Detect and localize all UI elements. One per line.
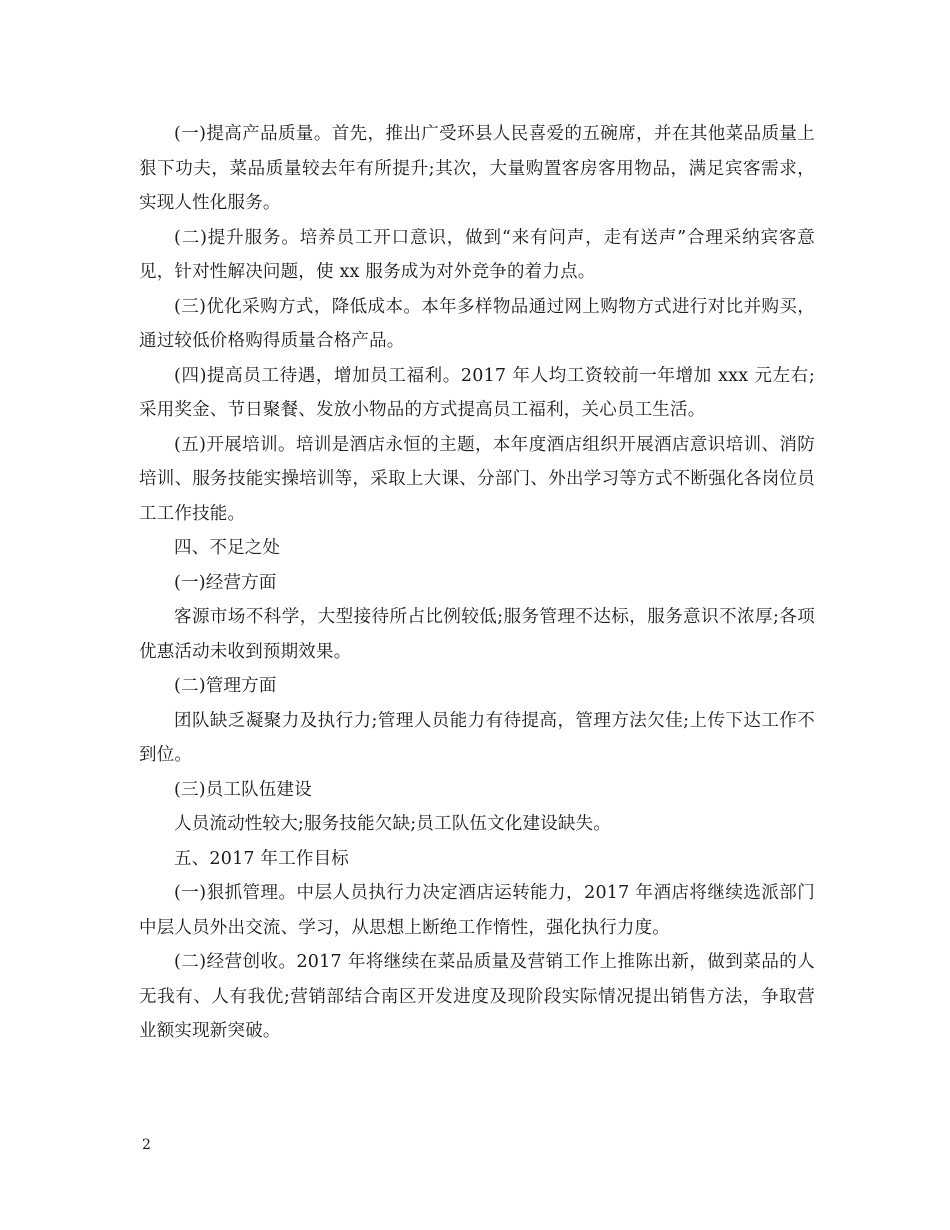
paragraph-improve-service: (二)提升服务。培养员工开口意识，做到“来有问声，走有送声”合理采纳宾客意见，针对性解决问题，使 xx 服务成为对外竞争的着力点。 xyxy=(139,227,815,282)
paragraph-strengthen-management: (一)狠抓管理。中层人员执行力决定酒店运转能力，2017 年酒店将继续选派部门中层人员外出交流、学习，从思想上断绝工作惰性，强化执行力度。 xyxy=(139,883,815,938)
subheading-management: (二)管理方面 xyxy=(174,676,277,696)
paragraph-management: 团队缺乏凝聚力及执行力;管理人员能力有待提高，管理方法欠佳;上传下达工作不到位。 xyxy=(139,710,815,765)
subheading-staff-team: (三)员工队伍建设 xyxy=(174,779,312,800)
paragraph-training: (五)开展培训。培训是酒店永恒的主题，本年度酒店组织开展酒店意识培训、消防培训、服务技能实操培训等，采取上大课、分部门、外出学习等方式不断强化各岗位员工工作技能。 xyxy=(139,434,815,524)
paragraph-improve-quality: (一)提高产品质量。首先，推出广受环县人民喜爱的五碗席，并在其他菜品质量上狠下功夫，菜品质量较去年有所提升;其次，大量购置客房客用物品，满足宾客需求，实现人性化服务。 xyxy=(139,124,815,213)
section-heading-shortcomings: 四、不足之处 xyxy=(174,538,281,558)
paragraph-employee-benefits: (四)提高员工待遇，增加员工福利。2017 年人均工资较前一年增加 xxx 元左右;采用奖金、节日聚餐、发放小物品的方式提高员工福利，关心员工生活。 xyxy=(139,365,815,420)
page-number: 2 xyxy=(142,1137,151,1153)
section-heading-goals: 五、2017 年工作目标 xyxy=(174,848,349,869)
paragraph-revenue: (二)经营创收。2017 年将继续在菜品质量及营销工作上推陈出新，做到菜品的人无我有、人有我优;营销部结合南区开发进度及现阶段实际情况提出销售方法，争取营业额实现新突破。 xyxy=(139,952,815,1041)
paragraph-operations: 客源市场不科学，大型接待所占比例较低;服务管理不达标，服务意识不浓厚;各项优惠活动未收到预期效果。 xyxy=(139,607,815,662)
document-body xyxy=(139,117,815,1049)
subheading-operations: (一)经营方面 xyxy=(174,572,277,593)
paragraph-staff-team: 人员流动性较大;服务技能欠缺;员工队伍文化建设缺失。 xyxy=(174,814,611,834)
paragraph-procurement: (三)优化采购方式，降低成本。本年多样物品通过网上购物方式进行对比并购买，通过较低价格购得质量合格产品。 xyxy=(139,296,815,351)
